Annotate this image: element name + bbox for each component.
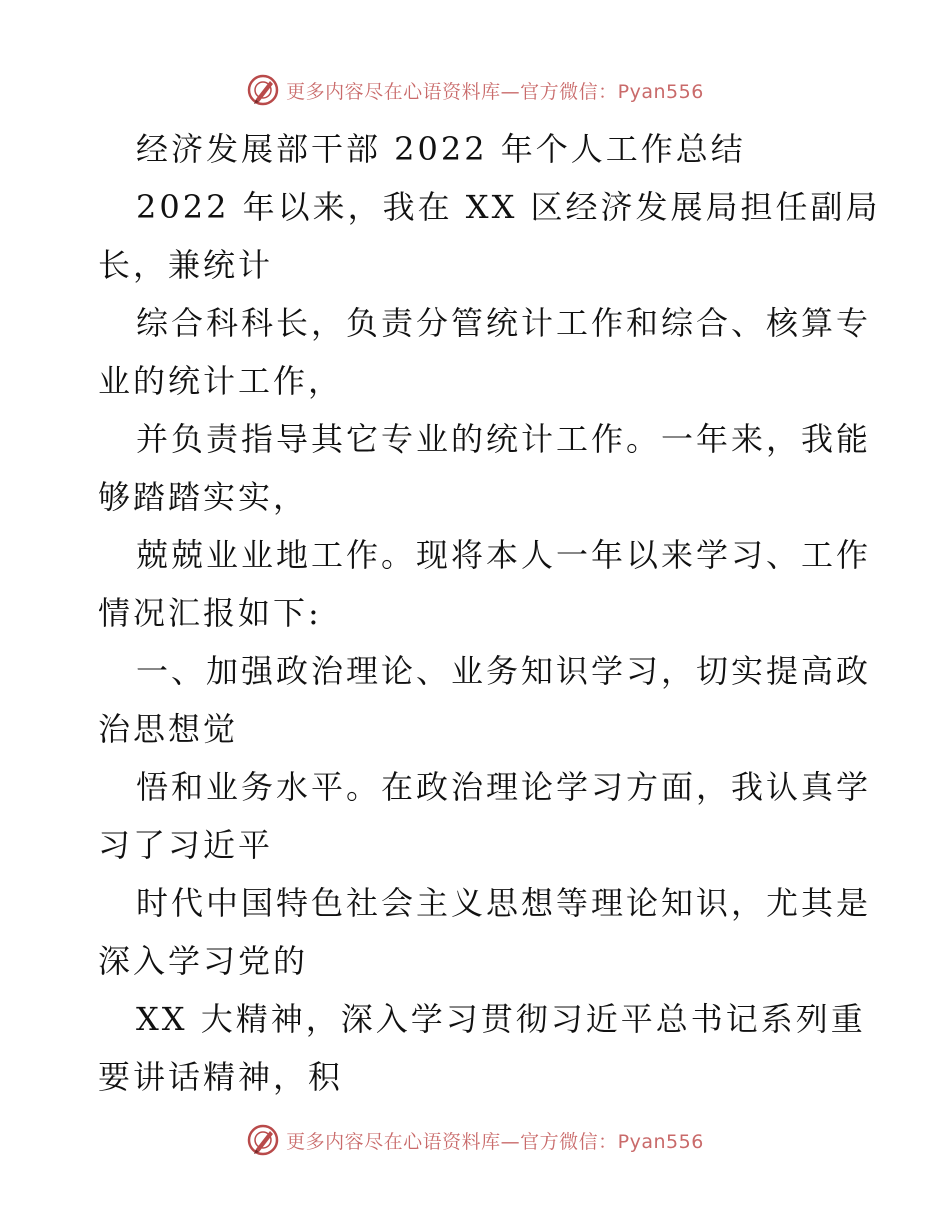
pen-circle-logo-icon — [246, 1123, 280, 1157]
text-line: 习了习近平 — [98, 826, 274, 864]
document-body — [98, 120, 881, 1106]
text-line: 时代中国特色社会主义思想等理论知识，尤其是 — [136, 884, 872, 922]
watermark-text: 更多内容尽在心语资料库—官方微信：Pyan556 — [286, 1130, 704, 1153]
text-line: 深入学习党的 — [98, 942, 309, 980]
watermark-text: 更多内容尽在心语资料库—官方微信：Pyan556 — [286, 80, 704, 103]
text-line: 一、加强政治理论、业务知识学习，切实提高政 — [136, 652, 872, 690]
text-line: 悟和业务水平。在政治理论学习方面，我认真学 — [136, 768, 872, 806]
text-line: 情况汇报如下: — [98, 594, 322, 632]
header-watermark — [0, 70, 950, 110]
text-line: 治思想觉 — [98, 710, 239, 748]
text-line: 综合科科长，负责分管统计工作和综合、核算专 — [136, 304, 872, 342]
pen-circle-logo-icon — [246, 73, 280, 107]
text-line: 兢兢业业地工作。现将本人一年以来学习、工作 — [136, 536, 872, 574]
footer-watermark — [0, 1120, 950, 1160]
text-line: 2022 年以来，我在 XX 区经济发展局担任副局 — [136, 188, 881, 226]
text-line: XX 大精神，深入学习贯彻习近平总书记系列重 — [136, 1000, 866, 1038]
text-line: 并负责指导其它专业的统计工作。一年来，我能 — [136, 420, 872, 458]
text-line: 长，兼统计 — [98, 246, 274, 284]
text-line: 够踏踏实实， — [98, 478, 309, 516]
text-line: 要讲话精神，积 — [98, 1058, 344, 1096]
text-line: 业的统计工作， — [98, 362, 344, 400]
text-line: 经济发展部干部 2022 年个人工作总结 — [136, 130, 746, 168]
